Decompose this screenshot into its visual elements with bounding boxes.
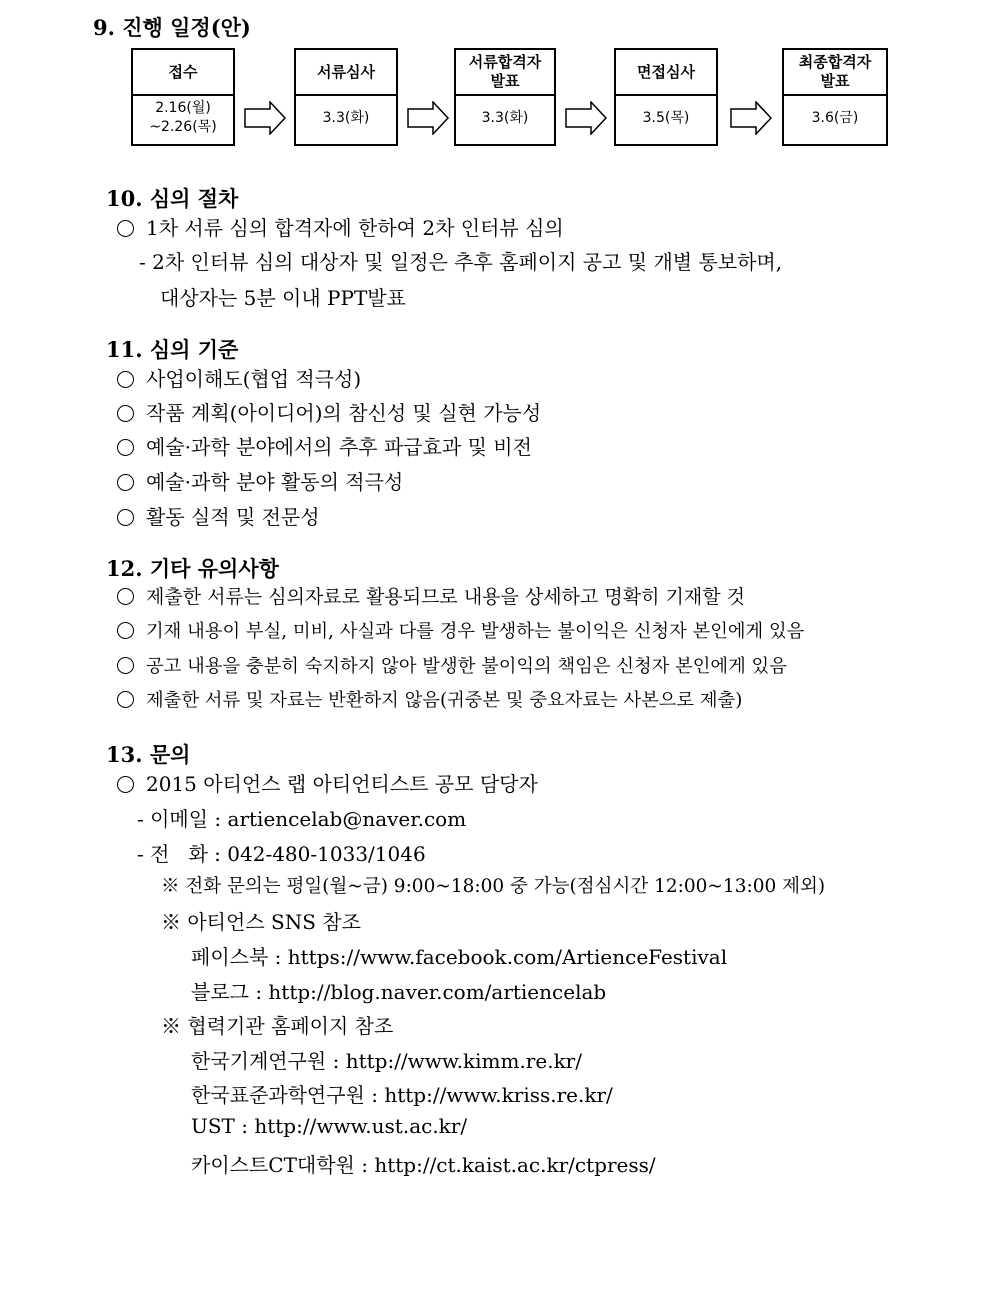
step-label-line2: 발표	[820, 72, 850, 90]
list-item: 1차 서류 심의 합격자에 한하여 2차 인터뷰 심의	[117, 212, 564, 241]
step-date	[133, 92, 233, 144]
list-item: 예술·과학 분야 활동의 적극성	[117, 466, 403, 495]
list-item: 제출한 서류 및 자료는 반환하지 않음(귀중본 및 중요자료는 사본으로 제출)	[117, 686, 742, 712]
step-label: 면접심사	[616, 50, 716, 96]
circle-bullet-icon	[117, 622, 134, 639]
circle-bullet-icon	[117, 657, 134, 674]
list-item: 작품 계획(아이디어)의 참신성 및 실현 가능성	[117, 397, 541, 426]
step-date-line1: 2.16(월)	[155, 100, 211, 116]
step-date: 3.3(화)	[322, 109, 370, 126]
note-phone-hours: ※ 전화 문의는 평일(월~금) 9:00~18:00 중 가능(점심시간 12:00~13:00 제외)	[161, 876, 826, 897]
list-item: 2015 아티언스 랩 아티언티스트 공모 담당자	[117, 768, 538, 797]
list-item: 공고 내용을 충분히 숙지하지 않아 발생한 불이익의 책임은 신청자 본인에게 있음	[117, 652, 787, 678]
section-9-title: 9. 진행 일정(안)	[93, 15, 251, 40]
blog-link[interactable]: 블로그 : http://blog.naver.com/artiencelab	[191, 980, 607, 1004]
arrow-right-icon	[565, 101, 607, 135]
phone-line: - 전 화 : 042-480-1033/1046	[137, 842, 426, 866]
circle-bullet-icon	[117, 371, 134, 388]
arrow-right-icon	[730, 101, 772, 135]
note-sns: ※ 아티언스 SNS 참조	[161, 910, 361, 934]
email-line: - 이메일 : artiencelab@naver.com	[137, 807, 467, 831]
circle-bullet-icon	[117, 220, 134, 237]
step-date: 3.6(금)	[811, 109, 859, 126]
step-label: 접수	[133, 50, 233, 96]
circle-bullet-icon	[117, 776, 134, 793]
sub-item-continued: 대상자는 5분 이내 PPT발표	[160, 286, 406, 310]
step-date: 3.3(화)	[481, 109, 529, 126]
circle-bullet-icon	[117, 405, 134, 422]
section-12-title: 12. 기타 유의사항	[106, 556, 279, 581]
list-item: 사업이해도(협업 적극성)	[117, 363, 361, 392]
list-item: 기재 내용이 부실, 미비, 사실과 다를 경우 발생하는 불이익은 신청자 본인에게 있음	[117, 617, 804, 643]
step-date: 3.5(목)	[642, 109, 690, 126]
section-11-title: 11. 심의 기준	[106, 337, 239, 362]
list-item: 활동 실적 및 전문성	[117, 501, 320, 530]
circle-bullet-icon	[117, 474, 134, 491]
list-item: 제출한 서류는 심의자료로 활용되므로 내용을 상세하고 명확히 기재할 것	[117, 582, 745, 609]
step-label: 서류심사	[296, 50, 396, 96]
partner-link-kriss[interactable]: 한국표준과학연구원 : http://www.kriss.re.kr/	[191, 1083, 613, 1107]
step-date-line2: ~2.26(목)	[149, 119, 217, 135]
circle-bullet-icon	[117, 588, 134, 605]
partner-link-ust[interactable]: UST : http://www.ust.ac.kr/	[191, 1114, 468, 1138]
schedule-step-receipt	[131, 48, 235, 146]
circle-bullet-icon	[117, 509, 134, 526]
step-label-line1: 서류합격자	[468, 53, 542, 71]
circle-bullet-icon	[117, 439, 134, 456]
arrow-right-icon	[244, 101, 286, 135]
step-label	[456, 50, 554, 96]
facebook-link[interactable]: 페이스북 : https://www.facebook.com/ArtienceFestival	[191, 945, 728, 969]
section-13-title: 13. 문의	[106, 742, 191, 767]
arrow-right-icon	[407, 101, 449, 135]
list-item: 예술·과학 분야에서의 추후 파급효과 및 비전	[117, 431, 532, 460]
step-label-line2: 발표	[490, 72, 520, 90]
schedule-step-final-announce	[782, 48, 888, 146]
schedule-step-interview	[614, 48, 718, 146]
step-label-line1: 최종합격자	[798, 53, 872, 71]
partner-link-kaist[interactable]: 카이스트CT대학원 : http://ct.kaist.ac.kr/ctpress/	[191, 1153, 656, 1177]
partner-link-kimm[interactable]: 한국기계연구원 : http://www.kimm.re.kr/	[191, 1049, 582, 1073]
note-partners: ※ 협력기관 홈페이지 참조	[161, 1014, 394, 1038]
schedule-step-document-pass-announce	[454, 48, 556, 146]
schedule-step-document-review	[294, 48, 398, 146]
circle-bullet-icon	[117, 691, 134, 708]
sub-item: - 2차 인터뷰 심의 대상자 및 일정은 추후 홈페이지 공고 및 개별 통보하며,	[139, 250, 783, 274]
section-10-title: 10. 심의 절차	[106, 186, 239, 211]
step-label	[784, 50, 886, 96]
